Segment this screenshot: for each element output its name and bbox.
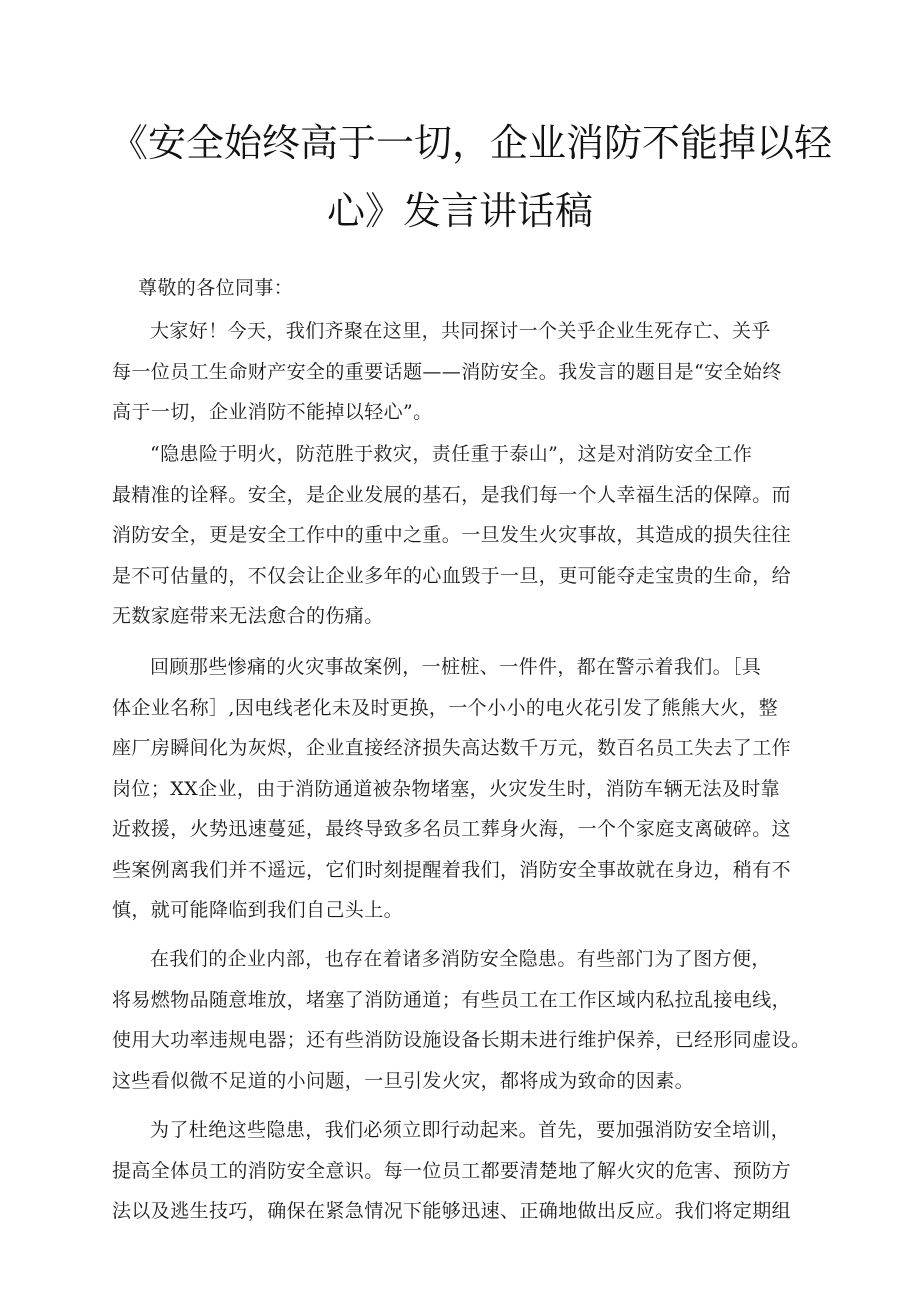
paragraph-line: 这些看似微不足道的小问题，一旦引发火灾，都将成为致命的因素。	[112, 1069, 695, 1092]
paragraph-4	[112, 939, 812, 1101]
paragraph-line: 为了杜绝这些隐患，我们必须立即行动起来。首先，要加强消防安全培训，	[150, 1119, 791, 1141]
paragraph-3	[112, 647, 812, 931]
paragraph-line: 无数家庭带来无法愈合的伤痛。	[112, 605, 384, 627]
paragraph-line: 消防安全，更是安全工作中的重中之重。一旦发生火灾事故，其造成的损失往往	[112, 524, 792, 546]
paragraph-5	[112, 1110, 812, 1232]
paragraph-line: 在我们的企业内部，也存在着诸多消防安全隐患。有些部门为了图方便，	[150, 948, 771, 970]
paragraph-line: 回顾那些惨痛的火灾事故案例，一桩桩、一件件，都在警示着我们。［具	[150, 656, 762, 678]
paragraph-2	[112, 434, 812, 637]
paragraph-line: 些案例离我们并不遥远，它们时刻提醒着我们，消防安全事故就在身边，稍有不	[112, 858, 792, 881]
salutation: 尊敬的各位同事：	[138, 277, 294, 299]
paragraph-line: 大家好！今天，我们齐聚在这里，共同探讨一个关乎企业生死存亡、关乎	[150, 320, 771, 342]
paragraph-line: 使用大功率违规电器；还有些消防设施设备长期未进行维护保养，已经形同虚设。	[112, 1029, 811, 1051]
paragraph-line: 高于一切，企业消防不能掉以轻心”。	[112, 401, 433, 423]
paragraph-1	[112, 311, 812, 433]
paragraph-line: 将易燃物品随意堆放，堵塞了消防通道；有些员工在工作区域内私拉乱接电线，	[112, 988, 792, 1011]
paragraph-line: 体企业名称］,因电线老化未及时更换，一个小小的电火花引发了熊熊大火，整	[112, 696, 779, 719]
paragraph-line: 提高全体员工的消防安全意识。每一位员工都要清楚地了解火灾的危害、预防方	[112, 1159, 792, 1182]
paragraph-line: 近救援，火势迅速蔓延，最终导致多名员工葬身火海，一个个家庭支离破碎。这	[112, 818, 792, 840]
salutation-paragraph	[112, 268, 812, 309]
paragraph-line: “隐患险于明火，防范胜于救灾，责任重于泰山”，这是对消防安全工作	[150, 443, 753, 465]
paragraph-line: 是不可估量的，不仅会让企业多年的心血毁于一旦，更可能夺走宝贵的生命，给	[112, 564, 792, 587]
document-title-line-2: 心》发言讲话稿	[326, 189, 593, 233]
paragraph-line: 每一位员工生命财产安全的重要话题——消防安全。我发言的题目是“安全始终	[112, 360, 782, 383]
paragraph-line: 慎，就可能降临到我们自己头上。	[112, 899, 404, 921]
document-title-line-1: 《安全始终高于一切，企业消防不能掉以轻	[110, 121, 833, 165]
paragraph-line: 最精准的诠释。安全，是企业发展的基石，是我们每一个人幸福生活的保障。而	[112, 483, 792, 506]
paragraph-line: 岗位；XX企业，由于消防通道被杂物堵塞，火灾发生时，消防车辆无法及时靠	[112, 777, 781, 800]
paragraph-line: 座厂房瞬间化为灰烬，企业直接经济损失高达数千万元，数百名员工失去了工作	[112, 737, 792, 759]
paragraph-line: 法以及逃生技巧，确保在紧急情况下能够迅速、正确地做出反应。我们将定期组	[112, 1200, 792, 1222]
